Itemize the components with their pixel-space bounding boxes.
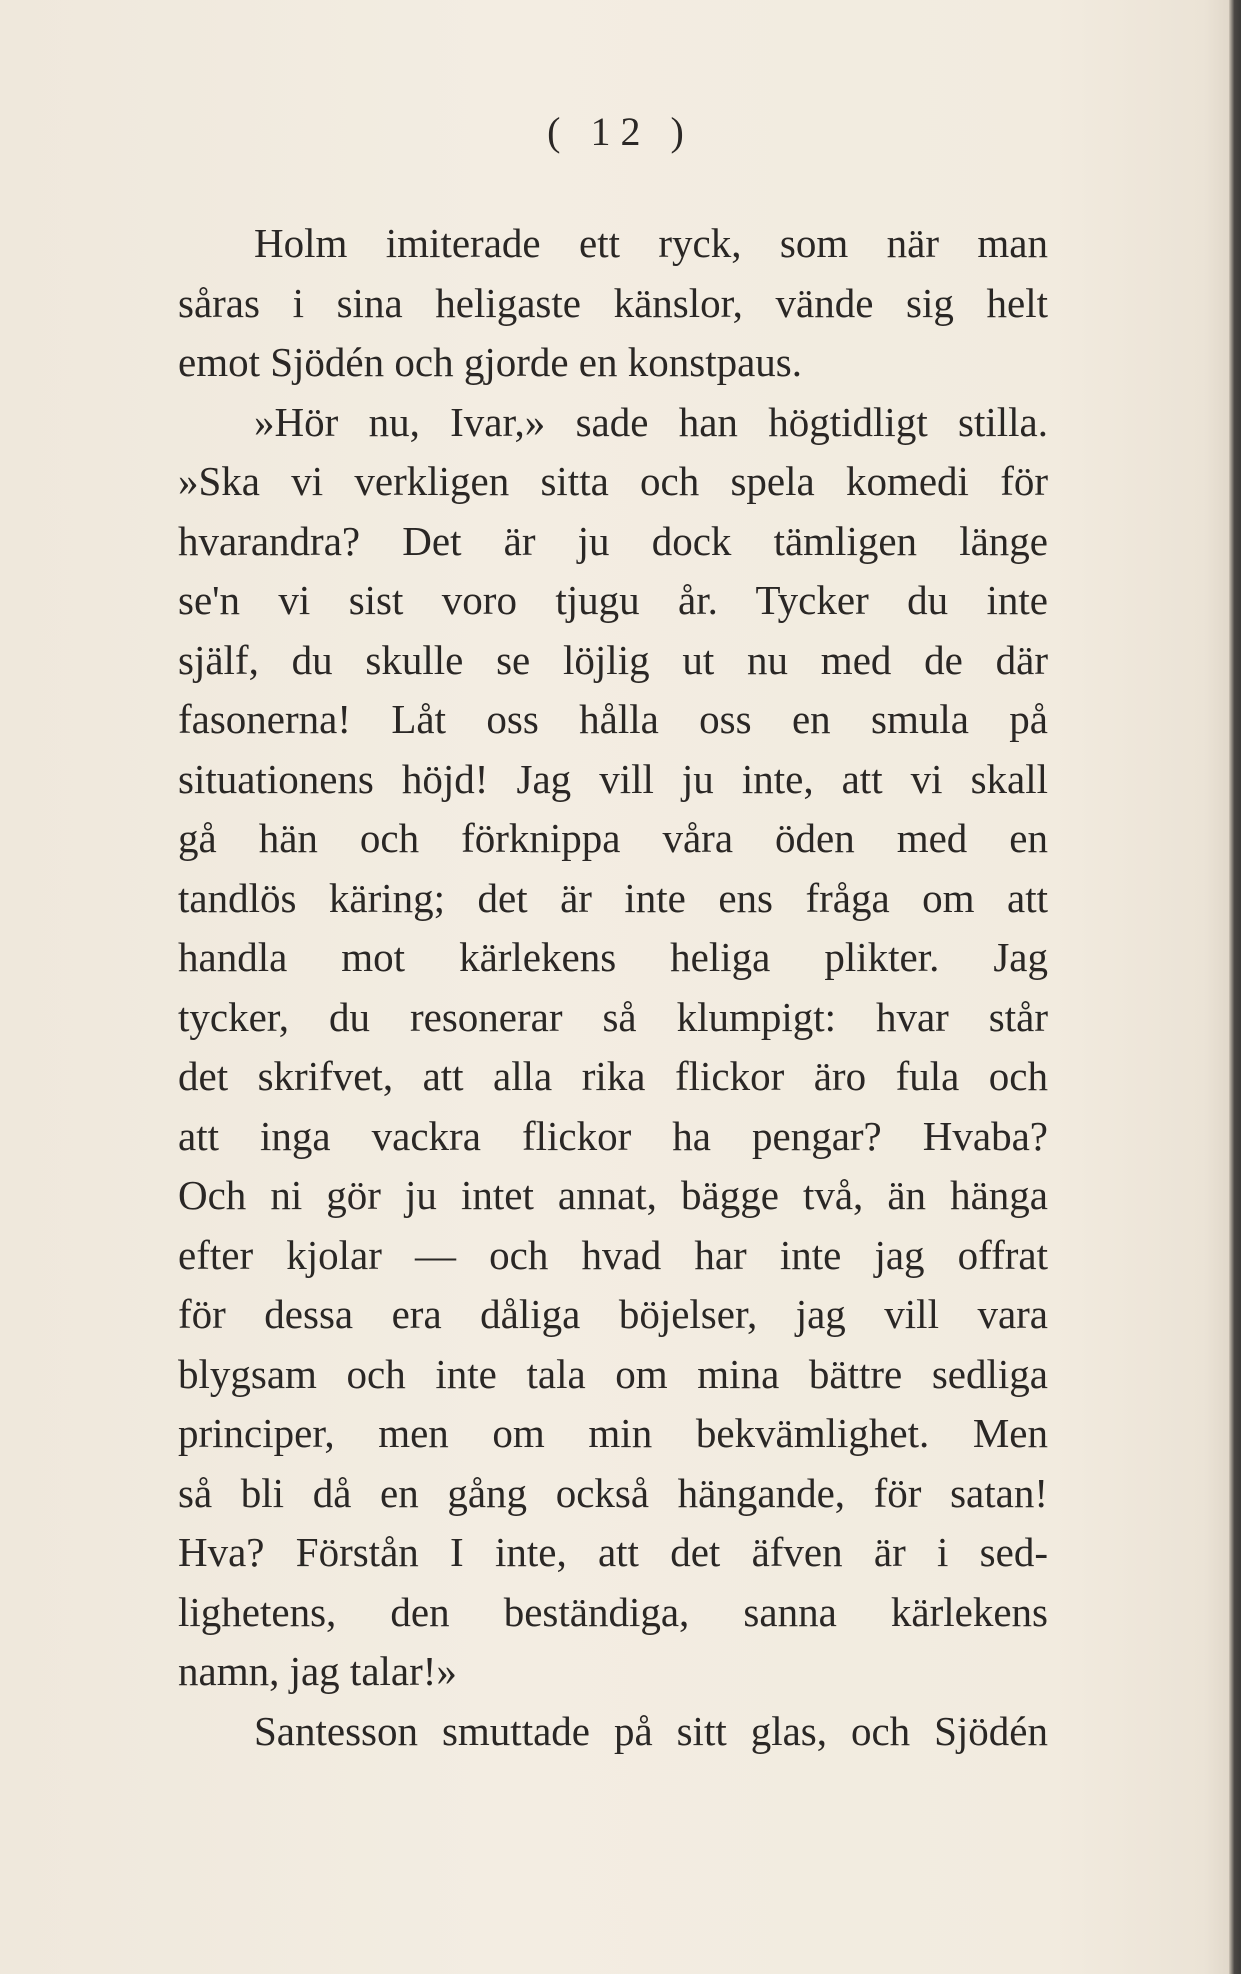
text-line: lighetens, den beständiga, sanna kärlekens — [178, 1588, 1048, 1635]
text-line: blygsam och inte tala om mina bättre sedliga — [178, 1350, 1048, 1397]
text-line: namn, jag talar!» — [178, 1648, 457, 1694]
text-line: Och ni gör ju intet annat, bägge två, än hänga — [178, 1172, 1048, 1218]
text-line: se'n vi sist voro tjugu år. Tycker du inte — [178, 577, 1048, 623]
text-line: Hva? Förstån I inte, att det äfven är i sed- — [178, 1529, 1048, 1575]
text-line: fasonerna! Låt oss hålla oss en smula på — [178, 696, 1048, 742]
text-line: Holm imiterade ett ryck, som när man — [254, 220, 1048, 266]
text-line: tandlös käring; det är inte ens fråga om att — [178, 874, 1048, 921]
text-line: »Ska vi verkligen sitta och spela komedi för — [178, 458, 1048, 504]
text-line: det skrifvet, att alla rika flickor äro fula och — [178, 1053, 1048, 1099]
text-line: situationens höjd! Jag vill ju inte, att vi skall — [178, 755, 1048, 802]
text-line: emot Sjödén och gjorde en konstpaus. — [178, 339, 803, 385]
text-line: själf, du skulle se löjlig ut nu med de där — [178, 636, 1048, 683]
text-line: för dessa era dåliga böjelser, jag vill vara — [178, 1291, 1048, 1337]
page-number: ( 12 ) — [547, 109, 694, 154]
text-line: så bli då en gång också hängande, för satan! — [178, 1469, 1048, 1516]
body-text — [178, 214, 1048, 1761]
text-line: att inga vackra flickor ha pengar? Hvaba? — [178, 1112, 1048, 1159]
text-line: Santesson smuttade på sitt glas, och Sjödén — [254, 1707, 1048, 1754]
text-line: efter kjolar — och hvad har inte jag offrat — [178, 1231, 1048, 1278]
page-edge — [1229, 0, 1241, 1974]
text-line: hvarandra? Det är ju dock tämligen länge — [178, 517, 1048, 564]
text-line: principer, men om min bekvämlighet. Men — [178, 1410, 1048, 1456]
text-line: såras i sina heligaste känslor, vände sig helt — [178, 279, 1048, 326]
text-line: »Hör nu, Ivar,» sade han högtidligt stilla. — [254, 398, 1048, 445]
text-line: gå hän och förknippa våra öden med en — [178, 815, 1048, 861]
text-line: tycker, du resonerar så klumpigt: hvar står — [178, 993, 1048, 1040]
text-line: handla mot kärlekens heliga plikter. Jag — [178, 934, 1048, 980]
